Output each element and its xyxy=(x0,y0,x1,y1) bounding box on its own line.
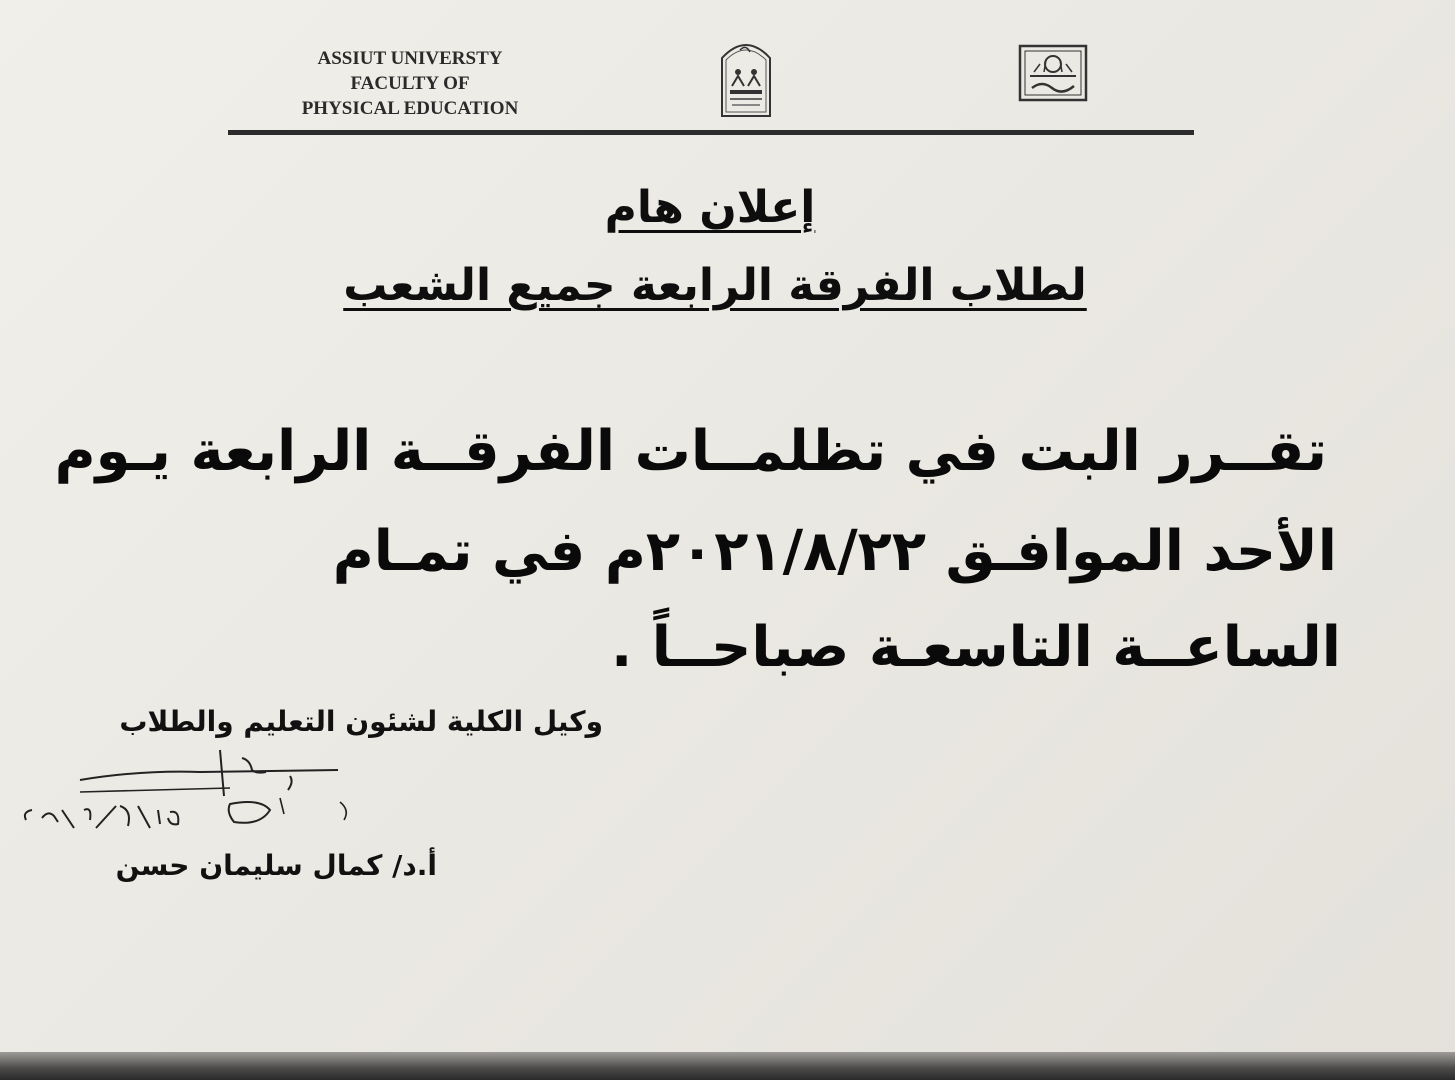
signer-title: وكيل الكلية لشئون التعليم والطلاب xyxy=(119,705,603,738)
announcement-subtitle: لطلاب الفرقة الرابعة جميع الشعب xyxy=(343,260,1087,311)
institution-line: ASSIUT UNIVERSTY xyxy=(317,48,503,69)
signer-name: أ.د/ كمال سليمان حسن xyxy=(115,849,437,882)
announcement-title: إعلان هام xyxy=(604,182,816,233)
page-bottom-edge xyxy=(0,1052,1455,1080)
handwritten-signature xyxy=(20,740,380,850)
announcement-body-line: الساعــة التاسعـة صباحــاً . xyxy=(610,615,1341,680)
header-divider xyxy=(228,130,1194,135)
institution-line: FACULTY OF xyxy=(350,73,470,94)
faculty-logo-icon xyxy=(716,36,776,118)
announcement-body-line: تقــرر البت في تظلمــات الفرقــة الرابعة يـوم xyxy=(54,419,1327,484)
institution-header xyxy=(270,46,550,121)
announcement-body-line: الأحد الموافـق ٢٠٢١/٨/٢٢م في تمـام xyxy=(332,519,1337,584)
university-logo-icon xyxy=(1016,42,1090,104)
institution-line: PHYSICAL EDUCATION xyxy=(301,98,519,119)
